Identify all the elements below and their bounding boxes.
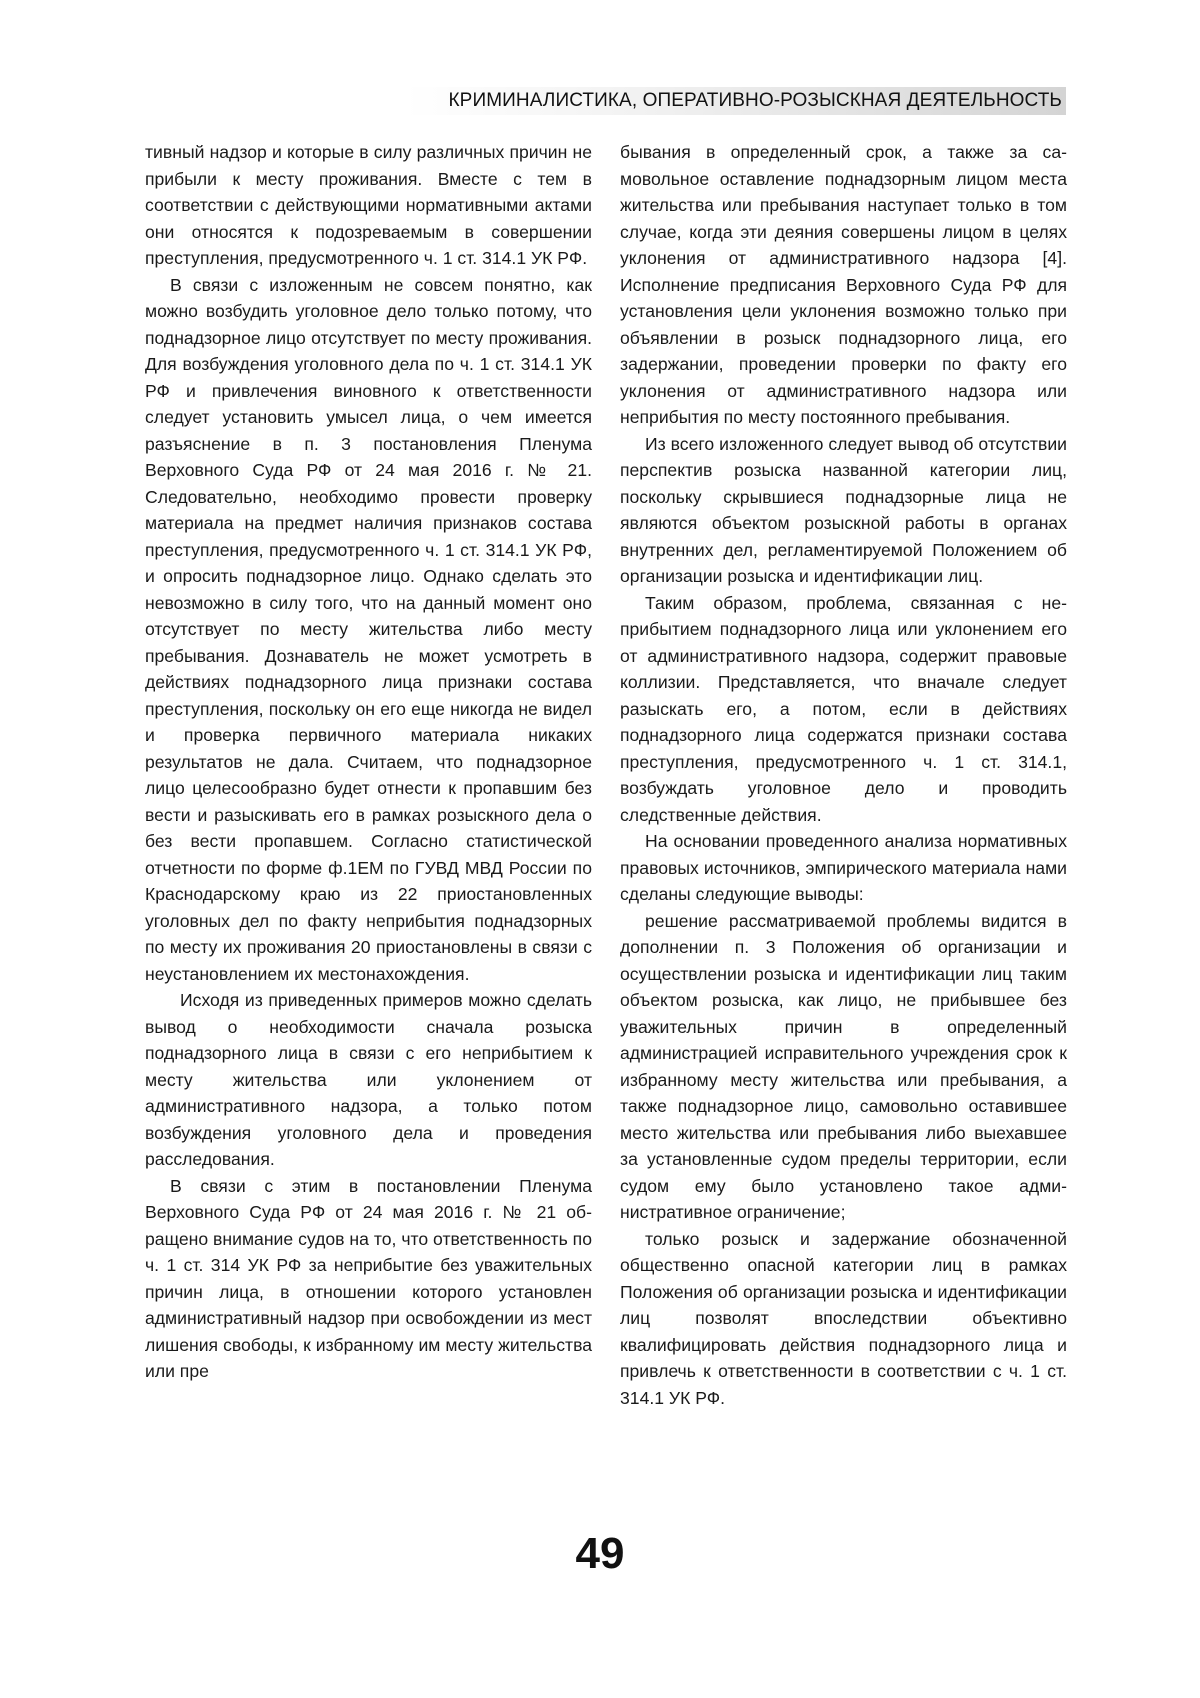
right-column [620,139,1067,1411]
left-column [145,139,592,1385]
paragraph: только розыск и задержание обозначенной общественно опасной категории лиц в рамках Положения об организации розыска и идентификации лиц позволят впоследствии объективно квалифицировать действия поднадзорного лица и привлечь к ответственности в соответствии с ч. 1 ст. 314.1 УК РФ. [620,1228,1067,1408]
paragraph: бывания в определенный срок, а также за самовольное оставление поднадзорным лицом места жительства или пребывания наступает только в том случае, когда эти деяния совершены лицом в целях уклонения от административного надзора [4]. Исполнение предписания Верховного Суда РФ для установления цели уклонения возможно только при объявлении в розыск поднадзорного лица, его задержании, проведении проверки по факту его уклонения от административного надзора или неприбытия по месту постоянного пребывания. [620,142,1067,427]
paragraph: решение рассматриваемой проблемы видится в дополнении п. 3 Положения об организации и осуществлении розыска и идентификации лиц таким объектом розыска, как лицо, не прибывшее без уважительных причин в определенный администрацией исправительного учреждения срок к избранному месту жительства или пребывания, а также поднадзорное лицо, самовольно оставившее место жительства или пребывания либо выехавшее за установленные судом пределы территории, если судом ему было установлено такое административное ограничение; [620,910,1067,1222]
section-title: КРИМИНАЛИСТИКА, ОПЕРАТИВНО-РОЗЫСКНАЯ ДЕЯТЕЛЬНОСТЬ [448,90,1062,111]
paragraph: В связи с этим в постановлении Пленума Верховного Суда РФ от 24 мая 2016 г. № 21 обращено внимание судов на то, что ответственность по ч. 1 ст. 314 УК РФ за неприбытие без уважительных причин лица, в отношении которого установлен административный надзор при освобождении из мест лишения свободы, к избранному им месту жительства или пре [145,1175,592,1381]
page-number: 49 [575,1529,625,1578]
paragraph: тивный надзор и которые в силу различных причин не прибыли к месту проживания. Вместе с тем в соответствии с действующими нормативными актами они относятся к подозреваемым в совершении преступления, предусмотренного ч. 1 ст. 314.1 УК РФ. [145,142,592,268]
paragraph: Исходя из приведенных примеров можно сделать вывод о необходимости сначала розыска поднадзорного лица в связи с его неприбытием к месту жительства или уклонением от административного надзора, а только потом возбуждения уголовного дела и проведения расследования. [145,990,592,1169]
paragraph: На основании проведенного анализа нормативных правовых источников, эмпирического материала нами сделаны следующие выводы: [620,831,1067,904]
paragraph: Таким образом, проблема, связанная с неприбытием поднадзорного лица или уклонением его от административного надзора, содержит правовые коллизии. Представляется, что вначале следует разыскать его, а потом, если в действиях поднадзорного лица содержатся признаки состава преступления, предусмотренного ч. 1 ст. 314.1, возбуждать уголовное дело и проводить следственные действия. [620,592,1067,825]
paragraph: Из всего изложенного следует вывод об отсутствии перспектив розыска названной категории лиц, поскольку скрывшиеся поднадзорные лица не являются объектом розыскной работы в органах внутренних дел, регламентируемой Положением об организации розыска и идентификации лиц. [620,433,1067,586]
paragraph: В связи с изложенным не совсем понятно, как можно возбудить уголовное дело только потому, что поднадзорное лицо отсутствует по месту проживания. Для возбуждения уголовного дела по ч. 1 ст. 314.1 УК РФ и привлечения виновного к ответственности следует установить умысел лица, о чем имеется разъяснение в п. 3 постановления Пленума Верховного Суда РФ от 24 мая 2016 г. № 21. Следовательно, необходимо провести проверку материала на предмет наличия признаков состава преступления, предусмотренного ч. 1 ст. 314.1 УК РФ, и опросить поднадзорное лицо. Однако сделать это невозможно в силу того, что на данный момент оно отсутствует по месту жительства либо месту пребывания. Дознаватель не может усмотреть в действиях поднадзорного лица признаки состава преступления, поскольку он его еще никогда не видел и проверка первичного материала никаких результатов не дала. Считаем, что поднадзорное лицо целесообразно будет отнести к пропавшим без вести и разыскивать его в рамках розыскного дела о без вести пропавшем. Согласно статистической отчетности по форме ф.1ЕМ по ГУВД МВД России по Краснодарскому краю из 22 приостановленных уголовных дел по факту неприбытия поднадзорных по месту их проживания 20 приостановлены в связи с неустановлением их местонахождения. [145,274,592,984]
running-header [406,87,1066,115]
